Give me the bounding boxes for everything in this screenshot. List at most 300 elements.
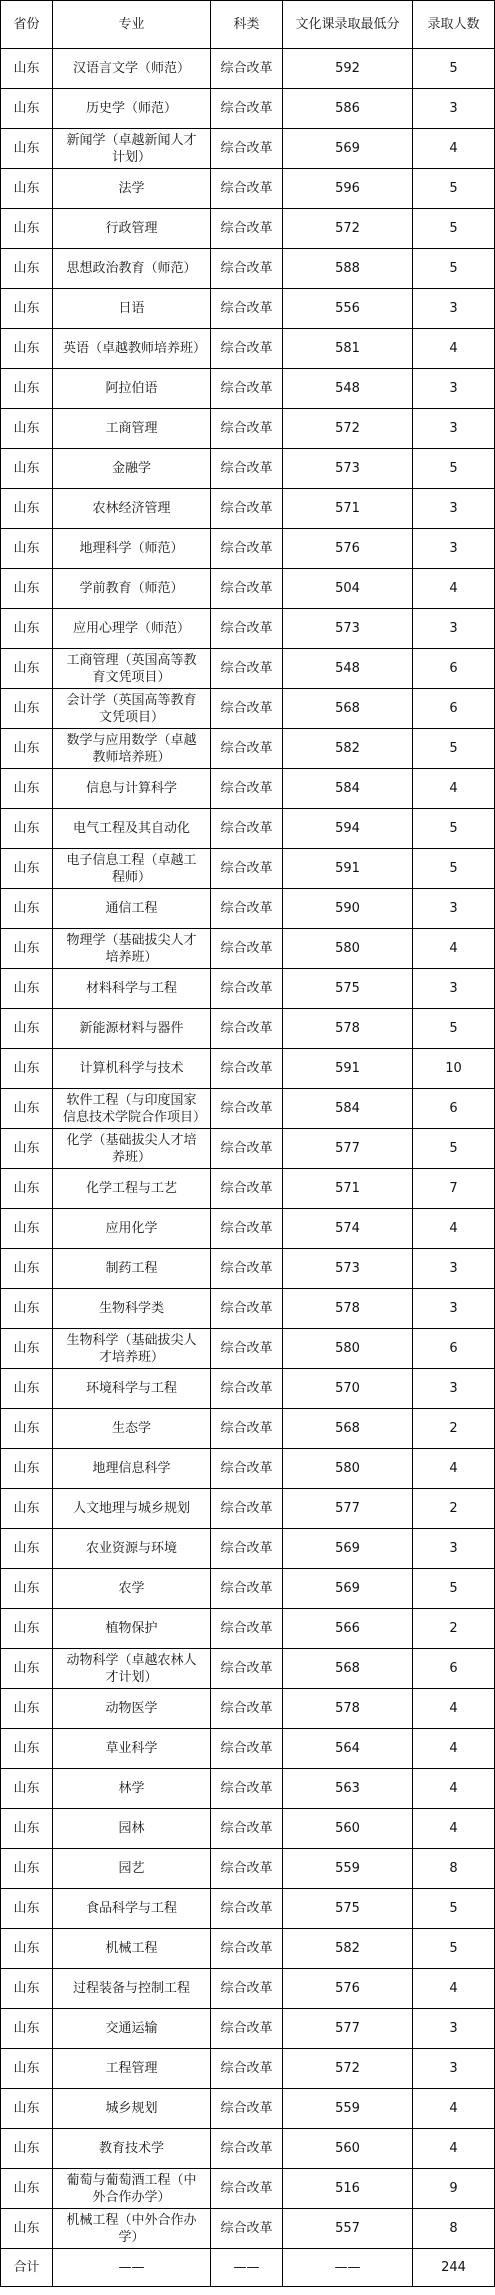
cell-province: 山东 xyxy=(1,1329,53,1369)
table-row xyxy=(1,1609,495,1649)
cell-major: 教育技术学 xyxy=(53,2129,211,2169)
cell-category: 综合改革 xyxy=(211,1529,283,1569)
cell-min-score: 573 xyxy=(283,609,413,649)
cell-category: 综合改革 xyxy=(211,2169,283,2209)
cell-province: 山东 xyxy=(1,729,53,769)
cell-province: 山东 xyxy=(1,1569,53,1609)
cell-category: 综合改革 xyxy=(211,569,283,609)
cell-major: 地理科学（师范） xyxy=(53,529,211,569)
cell-min-score: 559 xyxy=(283,1849,413,1889)
cell-province: 山东 xyxy=(1,2209,53,2249)
cell-enrolled: 5 xyxy=(413,249,495,289)
cell-min-score: 548 xyxy=(283,369,413,409)
cell-province: 山东 xyxy=(1,2089,53,2129)
cell-enrolled: 4 xyxy=(413,2129,495,2169)
cell-category: 综合改革 xyxy=(211,2089,283,2129)
cell-major: 工程管理 xyxy=(53,2049,211,2089)
cell-province: 山东 xyxy=(1,1969,53,2009)
cell-enrolled: 3 xyxy=(413,2009,495,2049)
cell-min-score: 573 xyxy=(283,1249,413,1289)
cell-enrolled: 4 xyxy=(413,1729,495,1769)
table-row xyxy=(1,609,495,649)
cell-province: 山东 xyxy=(1,1289,53,1329)
cell-major: 植物保护 xyxy=(53,1609,211,1649)
table-row xyxy=(1,49,495,89)
table-row xyxy=(1,1929,495,1969)
cell-min-score: 581 xyxy=(283,329,413,369)
cell-major: 制药工程 xyxy=(53,1249,211,1289)
cell-enrolled: 3 xyxy=(413,409,495,449)
cell-province: 山东 xyxy=(1,329,53,369)
table-row xyxy=(1,1689,495,1729)
cell-category: 综合改革 xyxy=(211,609,283,649)
cell-category: 综合改革 xyxy=(211,2009,283,2049)
cell-enrolled: 3 xyxy=(413,1369,495,1409)
table-row xyxy=(1,1649,495,1689)
cell-enrolled: 4 xyxy=(413,1449,495,1489)
cell-enrolled: 3 xyxy=(413,89,495,129)
cell-enrolled: 4 xyxy=(413,1809,495,1849)
cell-major: 机械工程 xyxy=(53,1929,211,1969)
cell-enrolled: 5 xyxy=(413,849,495,889)
cell-min-score: 588 xyxy=(283,249,413,289)
table-row xyxy=(1,1729,495,1769)
cell-enrolled: 5 xyxy=(413,209,495,249)
cell-province: 山东 xyxy=(1,1009,53,1049)
cell-category: 综合改革 xyxy=(211,129,283,169)
cell-major: 应用心理学（师范） xyxy=(53,609,211,649)
cell-category: 综合改革 xyxy=(211,2129,283,2169)
table-row xyxy=(1,809,495,849)
cell-enrolled: 2 xyxy=(413,1489,495,1529)
table-row xyxy=(1,289,495,329)
table-row xyxy=(1,769,495,809)
cell-min-score: 576 xyxy=(283,529,413,569)
header-major: 专业 xyxy=(53,1,211,49)
cell-major: 日语 xyxy=(53,289,211,329)
cell-major: 工商管理（英国高等教育文凭项目） xyxy=(53,649,211,689)
table-row xyxy=(1,2089,495,2129)
cell-province: 山东 xyxy=(1,2049,53,2089)
cell-major: 园林 xyxy=(53,1809,211,1849)
cell-major: 汉语言文学（师范） xyxy=(53,49,211,89)
table-row xyxy=(1,1329,495,1369)
cell-min-score: 572 xyxy=(283,409,413,449)
cell-min-score: 557 xyxy=(283,2209,413,2249)
cell-major: 思想政治教育（师范） xyxy=(53,249,211,289)
table-row xyxy=(1,1009,495,1049)
cell-min-score: 591 xyxy=(283,1049,413,1089)
cell-major: 英语（卓越教师培养班） xyxy=(53,329,211,369)
cell-min-score: 576 xyxy=(283,1969,413,2009)
cell-min-score: 580 xyxy=(283,1449,413,1489)
cell-province: 山东 xyxy=(1,1169,53,1209)
cell-enrolled: 8 xyxy=(413,1849,495,1889)
cell-major: 农学 xyxy=(53,1569,211,1609)
cell-major: 园艺 xyxy=(53,1849,211,1889)
cell-province: 山东 xyxy=(1,1609,53,1649)
total-label: 合计 xyxy=(1,2249,53,2287)
cell-enrolled: 3 xyxy=(413,529,495,569)
cell-province: 山东 xyxy=(1,1369,53,1409)
table-row xyxy=(1,1209,495,1249)
cell-province: 山东 xyxy=(1,689,53,729)
cell-category: 综合改革 xyxy=(211,729,283,769)
cell-min-score: 564 xyxy=(283,1729,413,1769)
cell-major: 环境科学与工程 xyxy=(53,1369,211,1409)
table-row xyxy=(1,369,495,409)
cell-province: 山东 xyxy=(1,809,53,849)
cell-category: 综合改革 xyxy=(211,329,283,369)
cell-category: 综合改革 xyxy=(211,1249,283,1289)
cell-enrolled: 8 xyxy=(413,2209,495,2249)
cell-major: 机械工程（中外合作办学） xyxy=(53,2209,211,2249)
cell-category: 综合改革 xyxy=(211,449,283,489)
cell-enrolled: 9 xyxy=(413,2169,495,2209)
cell-province: 山东 xyxy=(1,129,53,169)
cell-major: 生物科学类 xyxy=(53,1289,211,1329)
cell-category: 综合改革 xyxy=(211,1329,283,1369)
cell-category: 综合改革 xyxy=(211,1129,283,1169)
cell-min-score: 575 xyxy=(283,1889,413,1929)
cell-category: 综合改革 xyxy=(211,929,283,969)
cell-enrolled: 4 xyxy=(413,1969,495,2009)
cell-category: 综合改革 xyxy=(211,649,283,689)
cell-province: 山东 xyxy=(1,1129,53,1169)
cell-province: 山东 xyxy=(1,889,53,929)
cell-major: 草业科学 xyxy=(53,1729,211,1769)
cell-enrolled: 5 xyxy=(413,449,495,489)
cell-major: 食品科学与工程 xyxy=(53,1889,211,1929)
cell-category: 综合改革 xyxy=(211,1929,283,1969)
cell-enrolled: 3 xyxy=(413,289,495,329)
cell-min-score: 577 xyxy=(283,1129,413,1169)
cell-province: 山东 xyxy=(1,1769,53,1809)
table-row xyxy=(1,2049,495,2089)
cell-province: 山东 xyxy=(1,929,53,969)
cell-province: 山东 xyxy=(1,289,53,329)
cell-major: 人文地理与城乡规划 xyxy=(53,1489,211,1529)
table-row xyxy=(1,529,495,569)
cell-category: 综合改革 xyxy=(211,1969,283,2009)
cell-province: 山东 xyxy=(1,1409,53,1449)
cell-major: 过程装备与控制工程 xyxy=(53,1969,211,2009)
cell-major: 新能源材料与器件 xyxy=(53,1009,211,1049)
cell-category: 综合改革 xyxy=(211,1169,283,1209)
cell-min-score: 573 xyxy=(283,449,413,489)
cell-major: 材料科学与工程 xyxy=(53,969,211,1009)
cell-min-score: 584 xyxy=(283,769,413,809)
cell-major: 生物科学（基础拔尖人才培养班） xyxy=(53,1329,211,1369)
table-row xyxy=(1,449,495,489)
cell-major: 城乡规划 xyxy=(53,2089,211,2129)
cell-enrolled: 4 xyxy=(413,329,495,369)
cell-category: 综合改革 xyxy=(211,529,283,569)
cell-min-score: 560 xyxy=(283,1809,413,1849)
cell-enrolled: 10 xyxy=(413,1049,495,1089)
cell-min-score: 591 xyxy=(283,849,413,889)
cell-min-score: 572 xyxy=(283,209,413,249)
cell-province: 山东 xyxy=(1,1849,53,1889)
cell-enrolled: 3 xyxy=(413,1249,495,1289)
table-row xyxy=(1,89,495,129)
table-row xyxy=(1,209,495,249)
cell-min-score: 578 xyxy=(283,1289,413,1329)
cell-enrolled: 4 xyxy=(413,769,495,809)
cell-enrolled: 3 xyxy=(413,2049,495,2089)
cell-category: 综合改革 xyxy=(211,809,283,849)
table-row xyxy=(1,1809,495,1849)
cell-min-score: 559 xyxy=(283,2089,413,2129)
cell-enrolled: 3 xyxy=(413,889,495,929)
cell-major: 法学 xyxy=(53,169,211,209)
table-row xyxy=(1,689,495,729)
cell-min-score: 580 xyxy=(283,1329,413,1369)
cell-category: 综合改革 xyxy=(211,1809,283,1849)
table-row xyxy=(1,729,495,769)
table-row xyxy=(1,1569,495,1609)
cell-enrolled: 5 xyxy=(413,1929,495,1969)
table-row xyxy=(1,1249,495,1289)
cell-enrolled: 6 xyxy=(413,1649,495,1689)
cell-major: 电气工程及其自动化 xyxy=(53,809,211,849)
table-row xyxy=(1,409,495,449)
cell-major: 会计学（英国高等教育文凭项目） xyxy=(53,689,211,729)
cell-enrolled: 4 xyxy=(413,2089,495,2129)
cell-category: 综合改革 xyxy=(211,289,283,329)
cell-province: 山东 xyxy=(1,1929,53,1969)
cell-category: 综合改革 xyxy=(211,1009,283,1049)
cell-enrolled: 6 xyxy=(413,1329,495,1369)
cell-major: 历史学（师范） xyxy=(53,89,211,129)
cell-min-score: 568 xyxy=(283,689,413,729)
cell-category: 综合改革 xyxy=(211,1089,283,1129)
cell-province: 山东 xyxy=(1,1449,53,1489)
table-row xyxy=(1,1449,495,1489)
cell-province: 山东 xyxy=(1,2009,53,2049)
cell-category: 综合改革 xyxy=(211,1689,283,1729)
cell-enrolled: 5 xyxy=(413,1129,495,1169)
cell-min-score: 571 xyxy=(283,489,413,529)
cell-major: 行政管理 xyxy=(53,209,211,249)
cell-category: 综合改革 xyxy=(211,689,283,729)
cell-province: 山东 xyxy=(1,649,53,689)
cell-min-score: 566 xyxy=(283,1609,413,1649)
cell-category: 综合改革 xyxy=(211,2209,283,2249)
table-row xyxy=(1,849,495,889)
cell-min-score: 568 xyxy=(283,1649,413,1689)
cell-enrolled: 3 xyxy=(413,609,495,649)
cell-category: 综合改革 xyxy=(211,1609,283,1649)
cell-category: 综合改革 xyxy=(211,1289,283,1329)
cell-province: 山东 xyxy=(1,969,53,1009)
table-row xyxy=(1,929,495,969)
cell-major: 化学（基础拔尖人才培养班） xyxy=(53,1129,211,1169)
cell-province: 山东 xyxy=(1,249,53,289)
cell-major: 化学工程与工艺 xyxy=(53,1169,211,1209)
cell-province: 山东 xyxy=(1,2129,53,2169)
cell-enrolled: 5 xyxy=(413,1009,495,1049)
cell-province: 山东 xyxy=(1,489,53,529)
cell-major: 生态学 xyxy=(53,1409,211,1449)
table-row xyxy=(1,249,495,289)
cell-category: 综合改革 xyxy=(211,769,283,809)
cell-min-score: 584 xyxy=(283,1089,413,1129)
cell-category: 综合改革 xyxy=(211,1369,283,1409)
total-major: —— xyxy=(53,2249,211,2287)
table-body xyxy=(1,49,495,2249)
cell-min-score: 578 xyxy=(283,1689,413,1729)
cell-category: 综合改革 xyxy=(211,1849,283,1889)
cell-province: 山东 xyxy=(1,769,53,809)
cell-enrolled: 2 xyxy=(413,1609,495,1649)
cell-major: 农业资源与环境 xyxy=(53,1529,211,1569)
cell-enrolled: 5 xyxy=(413,49,495,89)
cell-province: 山东 xyxy=(1,1889,53,1929)
header-province: 省份 xyxy=(1,1,53,49)
cell-enrolled: 6 xyxy=(413,649,495,689)
cell-min-score: 582 xyxy=(283,729,413,769)
cell-enrolled: 4 xyxy=(413,1689,495,1729)
cell-major: 动物科学（卓越农林人才计划） xyxy=(53,1649,211,1689)
cell-province: 山东 xyxy=(1,529,53,569)
table-row xyxy=(1,1889,495,1929)
header-min-score: 文化课录取最低分 xyxy=(283,1,413,49)
table-row xyxy=(1,1369,495,1409)
table-row xyxy=(1,1769,495,1809)
cell-province: 山东 xyxy=(1,49,53,89)
table-row xyxy=(1,1409,495,1449)
cell-major: 葡萄与葡萄酒工程（中外合作办学） xyxy=(53,2169,211,2209)
table-row xyxy=(1,2169,495,2209)
cell-major: 金融学 xyxy=(53,449,211,489)
cell-enrolled: 6 xyxy=(413,1089,495,1129)
cell-province: 山东 xyxy=(1,849,53,889)
cell-min-score: 586 xyxy=(283,89,413,129)
cell-category: 综合改革 xyxy=(211,1049,283,1089)
cell-category: 综合改革 xyxy=(211,889,283,929)
cell-min-score: 582 xyxy=(283,1929,413,1969)
cell-province: 山东 xyxy=(1,369,53,409)
cell-category: 综合改革 xyxy=(211,49,283,89)
cell-category: 综合改革 xyxy=(211,369,283,409)
cell-province: 山东 xyxy=(1,1649,53,1689)
table-row xyxy=(1,889,495,929)
cell-enrolled: 6 xyxy=(413,689,495,729)
cell-enrolled: 4 xyxy=(413,929,495,969)
table-row xyxy=(1,1849,495,1889)
cell-province: 山东 xyxy=(1,209,53,249)
cell-category: 综合改革 xyxy=(211,249,283,289)
header-enrolled: 录取人数 xyxy=(413,1,495,49)
cell-major: 动物医学 xyxy=(53,1689,211,1729)
table-row xyxy=(1,1489,495,1529)
cell-min-score: 577 xyxy=(283,2009,413,2049)
cell-province: 山东 xyxy=(1,1249,53,1289)
cell-min-score: 570 xyxy=(283,1369,413,1409)
cell-enrolled: 3 xyxy=(413,1529,495,1569)
cell-major: 通信工程 xyxy=(53,889,211,929)
table-row xyxy=(1,1049,495,1089)
cell-major: 物理学（基础拔尖人才培养班） xyxy=(53,929,211,969)
cell-category: 综合改革 xyxy=(211,89,283,129)
cell-major: 应用化学 xyxy=(53,1209,211,1249)
table-row xyxy=(1,1169,495,1209)
table-row xyxy=(1,649,495,689)
cell-category: 综合改革 xyxy=(211,169,283,209)
cell-enrolled: 3 xyxy=(413,969,495,1009)
cell-category: 综合改革 xyxy=(211,1569,283,1609)
cell-province: 山东 xyxy=(1,169,53,209)
cell-major: 数学与应用数学（卓越教师培养班） xyxy=(53,729,211,769)
cell-province: 山东 xyxy=(1,409,53,449)
total-row xyxy=(1,2249,495,2287)
cell-category: 综合改革 xyxy=(211,1449,283,1489)
cell-province: 山东 xyxy=(1,1049,53,1089)
cell-category: 综合改革 xyxy=(211,1729,283,1769)
cell-category: 综合改革 xyxy=(211,209,283,249)
cell-enrolled: 4 xyxy=(413,1769,495,1809)
cell-province: 山东 xyxy=(1,609,53,649)
cell-min-score: 592 xyxy=(283,49,413,89)
cell-major: 阿拉伯语 xyxy=(53,369,211,409)
cell-province: 山东 xyxy=(1,1529,53,1569)
cell-major: 农林经济管理 xyxy=(53,489,211,529)
table-row xyxy=(1,969,495,1009)
cell-enrolled: 3 xyxy=(413,1289,495,1329)
total-score: —— xyxy=(283,2249,413,2287)
cell-enrolled: 2 xyxy=(413,1409,495,1449)
cell-min-score: 569 xyxy=(283,129,413,169)
total-count: 244 xyxy=(413,2249,495,2287)
cell-min-score: 504 xyxy=(283,569,413,609)
cell-category: 综合改革 xyxy=(211,489,283,529)
table-row xyxy=(1,489,495,529)
cell-min-score: 574 xyxy=(283,1209,413,1249)
cell-province: 山东 xyxy=(1,1089,53,1129)
cell-min-score: 556 xyxy=(283,289,413,329)
cell-category: 综合改革 xyxy=(211,849,283,889)
cell-category: 综合改革 xyxy=(211,409,283,449)
cell-min-score: 569 xyxy=(283,1569,413,1609)
cell-province: 山东 xyxy=(1,1209,53,1249)
cell-min-score: 569 xyxy=(283,1529,413,1569)
cell-category: 综合改革 xyxy=(211,1489,283,1529)
cell-min-score: 568 xyxy=(283,1409,413,1449)
cell-enrolled: 3 xyxy=(413,489,495,529)
cell-category: 综合改革 xyxy=(211,1209,283,1249)
table-row xyxy=(1,1089,495,1129)
cell-enrolled: 4 xyxy=(413,1209,495,1249)
cell-enrolled: 4 xyxy=(413,129,495,169)
table-row xyxy=(1,569,495,609)
cell-category: 综合改革 xyxy=(211,1889,283,1929)
cell-enrolled: 5 xyxy=(413,169,495,209)
cell-major: 交通运输 xyxy=(53,2009,211,2049)
cell-min-score: 563 xyxy=(283,1769,413,1809)
cell-enrolled: 5 xyxy=(413,729,495,769)
cell-enrolled: 4 xyxy=(413,569,495,609)
cell-province: 山东 xyxy=(1,569,53,609)
cell-major: 新闻学（卓越新闻人才计划） xyxy=(53,129,211,169)
cell-major: 林学 xyxy=(53,1769,211,1809)
cell-province: 山东 xyxy=(1,89,53,129)
cell-major: 学前教育（师范） xyxy=(53,569,211,609)
cell-major: 软件工程（与印度国家信息技术学院合作项目） xyxy=(53,1089,211,1129)
table-row xyxy=(1,2009,495,2049)
cell-major: 信息与计算科学 xyxy=(53,769,211,809)
cell-major: 工商管理 xyxy=(53,409,211,449)
